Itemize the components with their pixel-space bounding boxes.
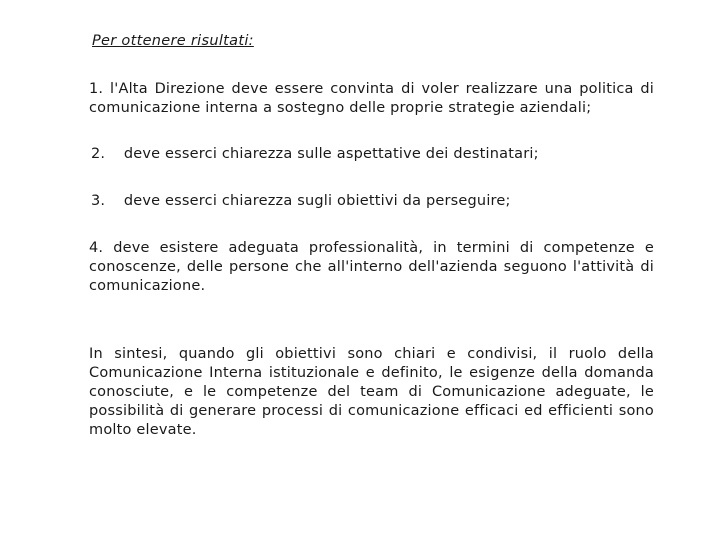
summary-paragraph: In sintesi, quando gli obiettivi sono chiari e condivisi, il ruolo della Comunicazione Interna istituzionale e definito, le esigenze della domanda conosciute, e le competenze del team di Comunicazione adeguate, le possibilità di generare processi di comunicazione efficaci ed efficienti sono molto elevate. (89, 346, 654, 438)
list-item-4-text: deve esistere adeguata professionalità, in termini di competenze e conoscenze, delle persone che all'interno dell'azienda seguono l'attività di comunicazione. (89, 240, 654, 294)
list-item-1-text: l'Alta Direzione deve essere convinta di voler realizzare una politica di comunicazione interna a sostegno delle proprie strategie aziendali; (89, 81, 655, 116)
list-item-2-number: 2. (91, 146, 106, 162)
section-heading: Per ottenere risultati: (92, 33, 254, 49)
list-item-2-text: deve esserci chiarezza sulle aspettative dei destinatari; (123, 146, 539, 162)
list-item-4 (89, 239, 654, 296)
list-item-3 (91, 193, 511, 209)
list-item-3-text: deve esserci chiarezza sugli obiettivi da perseguire; (123, 193, 511, 209)
list-item-2 (91, 146, 539, 162)
list-item-3-number: 3. (91, 193, 106, 209)
list-item-1 (89, 80, 654, 118)
list-item-1-number: 1. (89, 81, 104, 97)
list-item-4-number: 4. (89, 240, 104, 256)
